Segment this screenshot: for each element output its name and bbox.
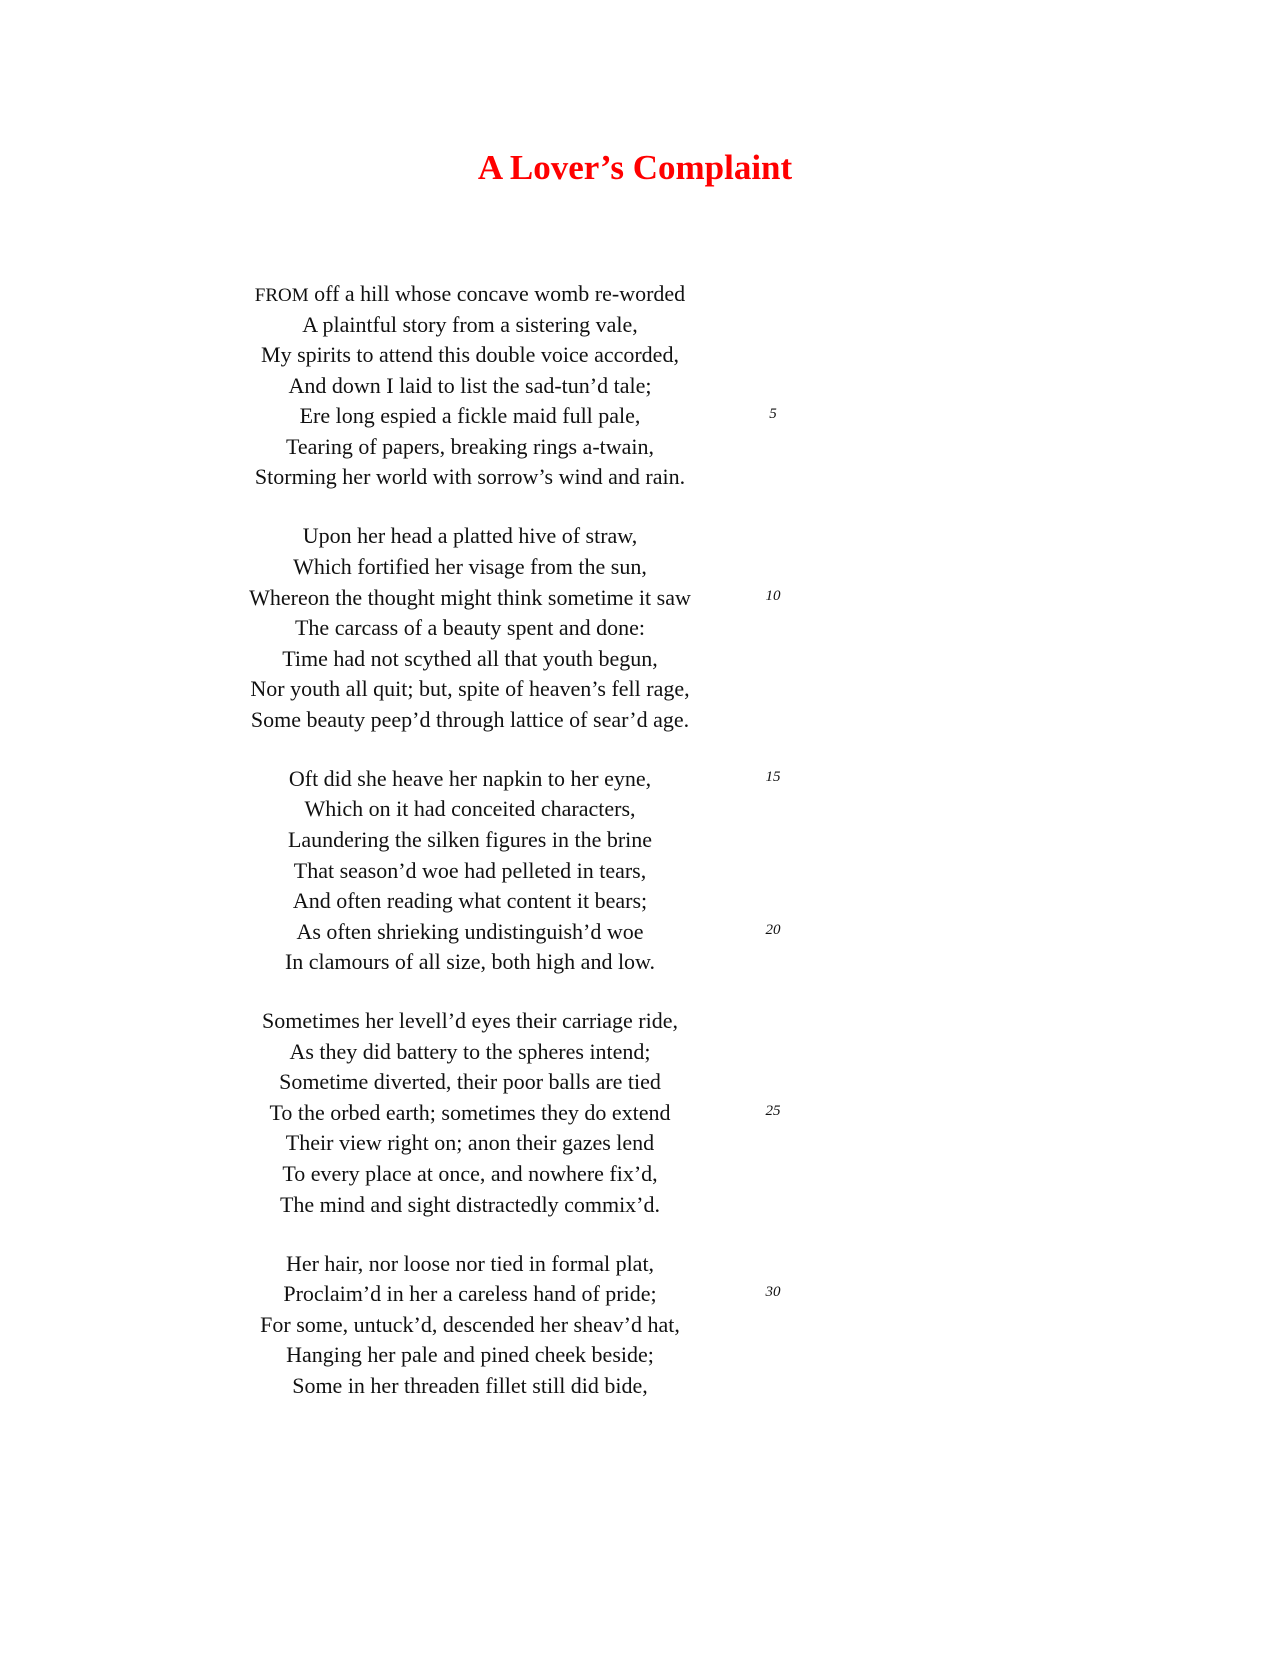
poem-line: That season’d woe had pelleted in tears,	[293, 857, 647, 883]
poem-line: A plaintful story from a sistering vale,	[302, 311, 638, 337]
line-text: off a hill whose concave womb re-worded	[308, 280, 686, 306]
poem-line: Time had not scythed all that youth begun,	[282, 645, 658, 671]
poem-line: Sometime diverted, their poor balls are tied	[279, 1069, 661, 1095]
poem-line: Storming her world with sorrow’s wind and rain.	[254, 464, 686, 490]
poem-line: To the orbed earth; sometimes they do extend	[269, 1099, 671, 1125]
poem-line: And often reading what content it bears;	[292, 888, 648, 914]
poem-line: As often shrieking undistinguish’d woe	[296, 918, 644, 944]
poem-line: Oft did she heave her napkin to her eyne,	[288, 765, 652, 791]
poem-line: Nor youth all quit; but, spite of heaven’s fell rage,	[250, 676, 690, 702]
poem-line: Ere long espied a fickle maid full pale,	[299, 403, 641, 429]
poem-line: Laundering the silken figures in the brine	[287, 826, 653, 852]
smallcaps-first-word: FROM	[254, 284, 309, 306]
poem-line: Which on it had conceited characters,	[304, 796, 636, 822]
poem-line: Some beauty peep’d through lattice of sear’d age.	[250, 706, 690, 732]
poem-line: In clamours of all size, both high and low.	[284, 949, 656, 975]
poem-line: Upon her head a platted hive of straw,	[302, 523, 638, 549]
poem-line: Hanging her pale and pined cheek beside;	[286, 1342, 654, 1368]
poem-line: For some, untuck’d, descended her sheav’d hat,	[260, 1311, 680, 1337]
poem-line: Tearing of papers, breaking rings a-twain,	[285, 433, 655, 459]
poem-line	[200, 280, 740, 310]
poem-line: And down I laid to list the sad-tun’d tale;	[288, 372, 652, 398]
poem-line: Some in her threaden fillet still did bide,	[292, 1372, 648, 1398]
poem-line: Whereon the thought might think sometime it saw	[249, 584, 691, 610]
poem-line: My spirits to attend this double voice accorded,	[261, 342, 679, 368]
poem-line: Which fortified her visage from the sun,	[293, 553, 647, 579]
poem-line: The carcass of a beauty spent and done:	[294, 615, 646, 641]
line-number: 30	[765, 1284, 781, 1301]
poem-line: To every place at once, and nowhere fix’d,	[282, 1161, 658, 1187]
poem-title: A Lover’s Complaint	[477, 148, 793, 187]
poem-line: Sometimes her levell’d eyes their carriage ride,	[262, 1008, 678, 1034]
line-number: 15	[765, 768, 781, 785]
poem-line: As they did battery to the spheres intend;	[289, 1038, 651, 1064]
line-number: 20	[765, 921, 781, 938]
poem-line: Her hair, nor loose nor tied in formal plat,	[285, 1250, 655, 1276]
line-number: 25	[765, 1102, 781, 1119]
poem-line: Proclaim’d in her a careless hand of pride;	[283, 1281, 657, 1307]
poem-line: Their view right on; anon their gazes lend	[285, 1130, 655, 1156]
poem-line: The mind and sight distractedly commix’d.	[279, 1191, 661, 1217]
line-number: 5	[769, 406, 777, 423]
line-number: 10	[765, 587, 781, 604]
